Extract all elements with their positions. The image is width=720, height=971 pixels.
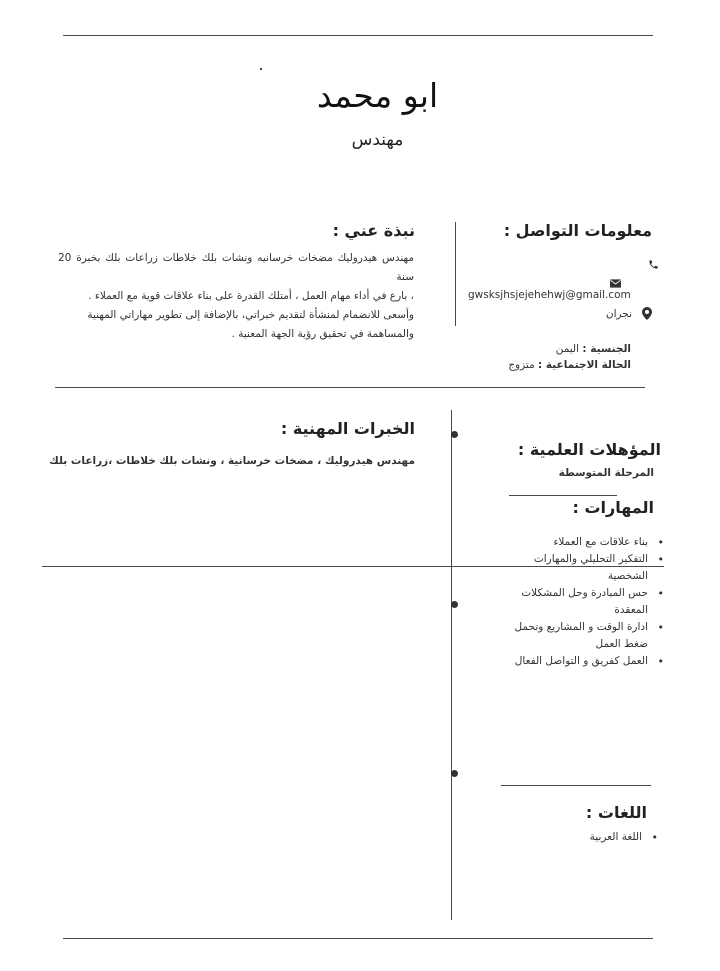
language-item: • اللغة العربية (538, 829, 658, 846)
contact-location: نجران (605, 308, 632, 320)
bottom-divider (63, 938, 653, 939)
job-title: مهندس (351, 130, 404, 150)
qualifications-underline (509, 495, 617, 496)
about-text (58, 249, 414, 344)
marital-status-value: متزوج (508, 359, 535, 371)
experience-heading: الخبرات المهنية : (280, 419, 415, 438)
stray-dot (260, 68, 262, 70)
contact-email: gwsksjhsjejehehwj@gmail.com (468, 289, 631, 301)
candidate-name: ابو محمد (316, 76, 439, 115)
email-icon (610, 279, 621, 288)
languages-heading: اللغات : (585, 803, 647, 822)
about-heading: نبذة عني : (332, 221, 415, 240)
skill-item: • العمل كفريق و التواصل الفعال (514, 653, 664, 670)
middle-divider (55, 387, 645, 388)
top-divider (63, 35, 653, 36)
about-line: والمساهمة في تحقيق رؤية الجهة المعنية . (231, 328, 414, 340)
about-line: ، بارع في أداء مهام العمل ، أمتلك القدرة على بناء علاقات قوية مع العملاء . (88, 290, 414, 302)
about-line: مهندس هيدروليك مضخات خرسانيه ونشات بلك خلاطات زراعات بلك بخبرة 20 سنة (58, 252, 414, 283)
timeline-dot (451, 601, 458, 608)
phone-icon (648, 259, 659, 270)
timeline-line (451, 410, 452, 920)
languages-list (538, 829, 658, 846)
skill-item: • بناء علاقات مع العملاء (514, 534, 664, 551)
skill-item: • ادارة الوقت و المشاريع وتحمل ضغط العمل (514, 619, 664, 653)
nationality-value: اليمن (555, 343, 580, 355)
timeline-dot (451, 431, 458, 438)
contact-heading: معلومات التواصل : (503, 221, 652, 240)
qualifications-heading: المؤهلات العلمية : (517, 440, 661, 459)
top-column-divider (455, 222, 456, 326)
marital-status-row (508, 359, 631, 371)
qualification-item: المرحلة المتوسطة (558, 467, 654, 479)
nationality-row (556, 343, 631, 355)
marital-status-label: الحالة الاجتماعية : (538, 359, 631, 371)
skills-heading: المهارات : (572, 498, 654, 517)
timeline-dot (451, 770, 458, 777)
skills-list (514, 534, 664, 670)
location-pin-icon (642, 307, 652, 320)
skill-item: • التفكير التحليلي والمهارات الشخصية (514, 551, 664, 585)
nationality-label: الجنسية : (582, 343, 631, 355)
about-line: وأسعى للانضمام لمنشأة لتقديم خبراتي، بالإضافة إلى تطوير مهاراتي المهنية (87, 309, 414, 321)
skill-item: • حس المبادرة وحل المشكلات المعقدة (514, 585, 664, 619)
languages-overline (501, 785, 651, 786)
experience-item: مهندس هيدروليك ، مضخات خرسانية ، ونشات بلك خلاطات ،زراعات بلك (49, 455, 415, 467)
